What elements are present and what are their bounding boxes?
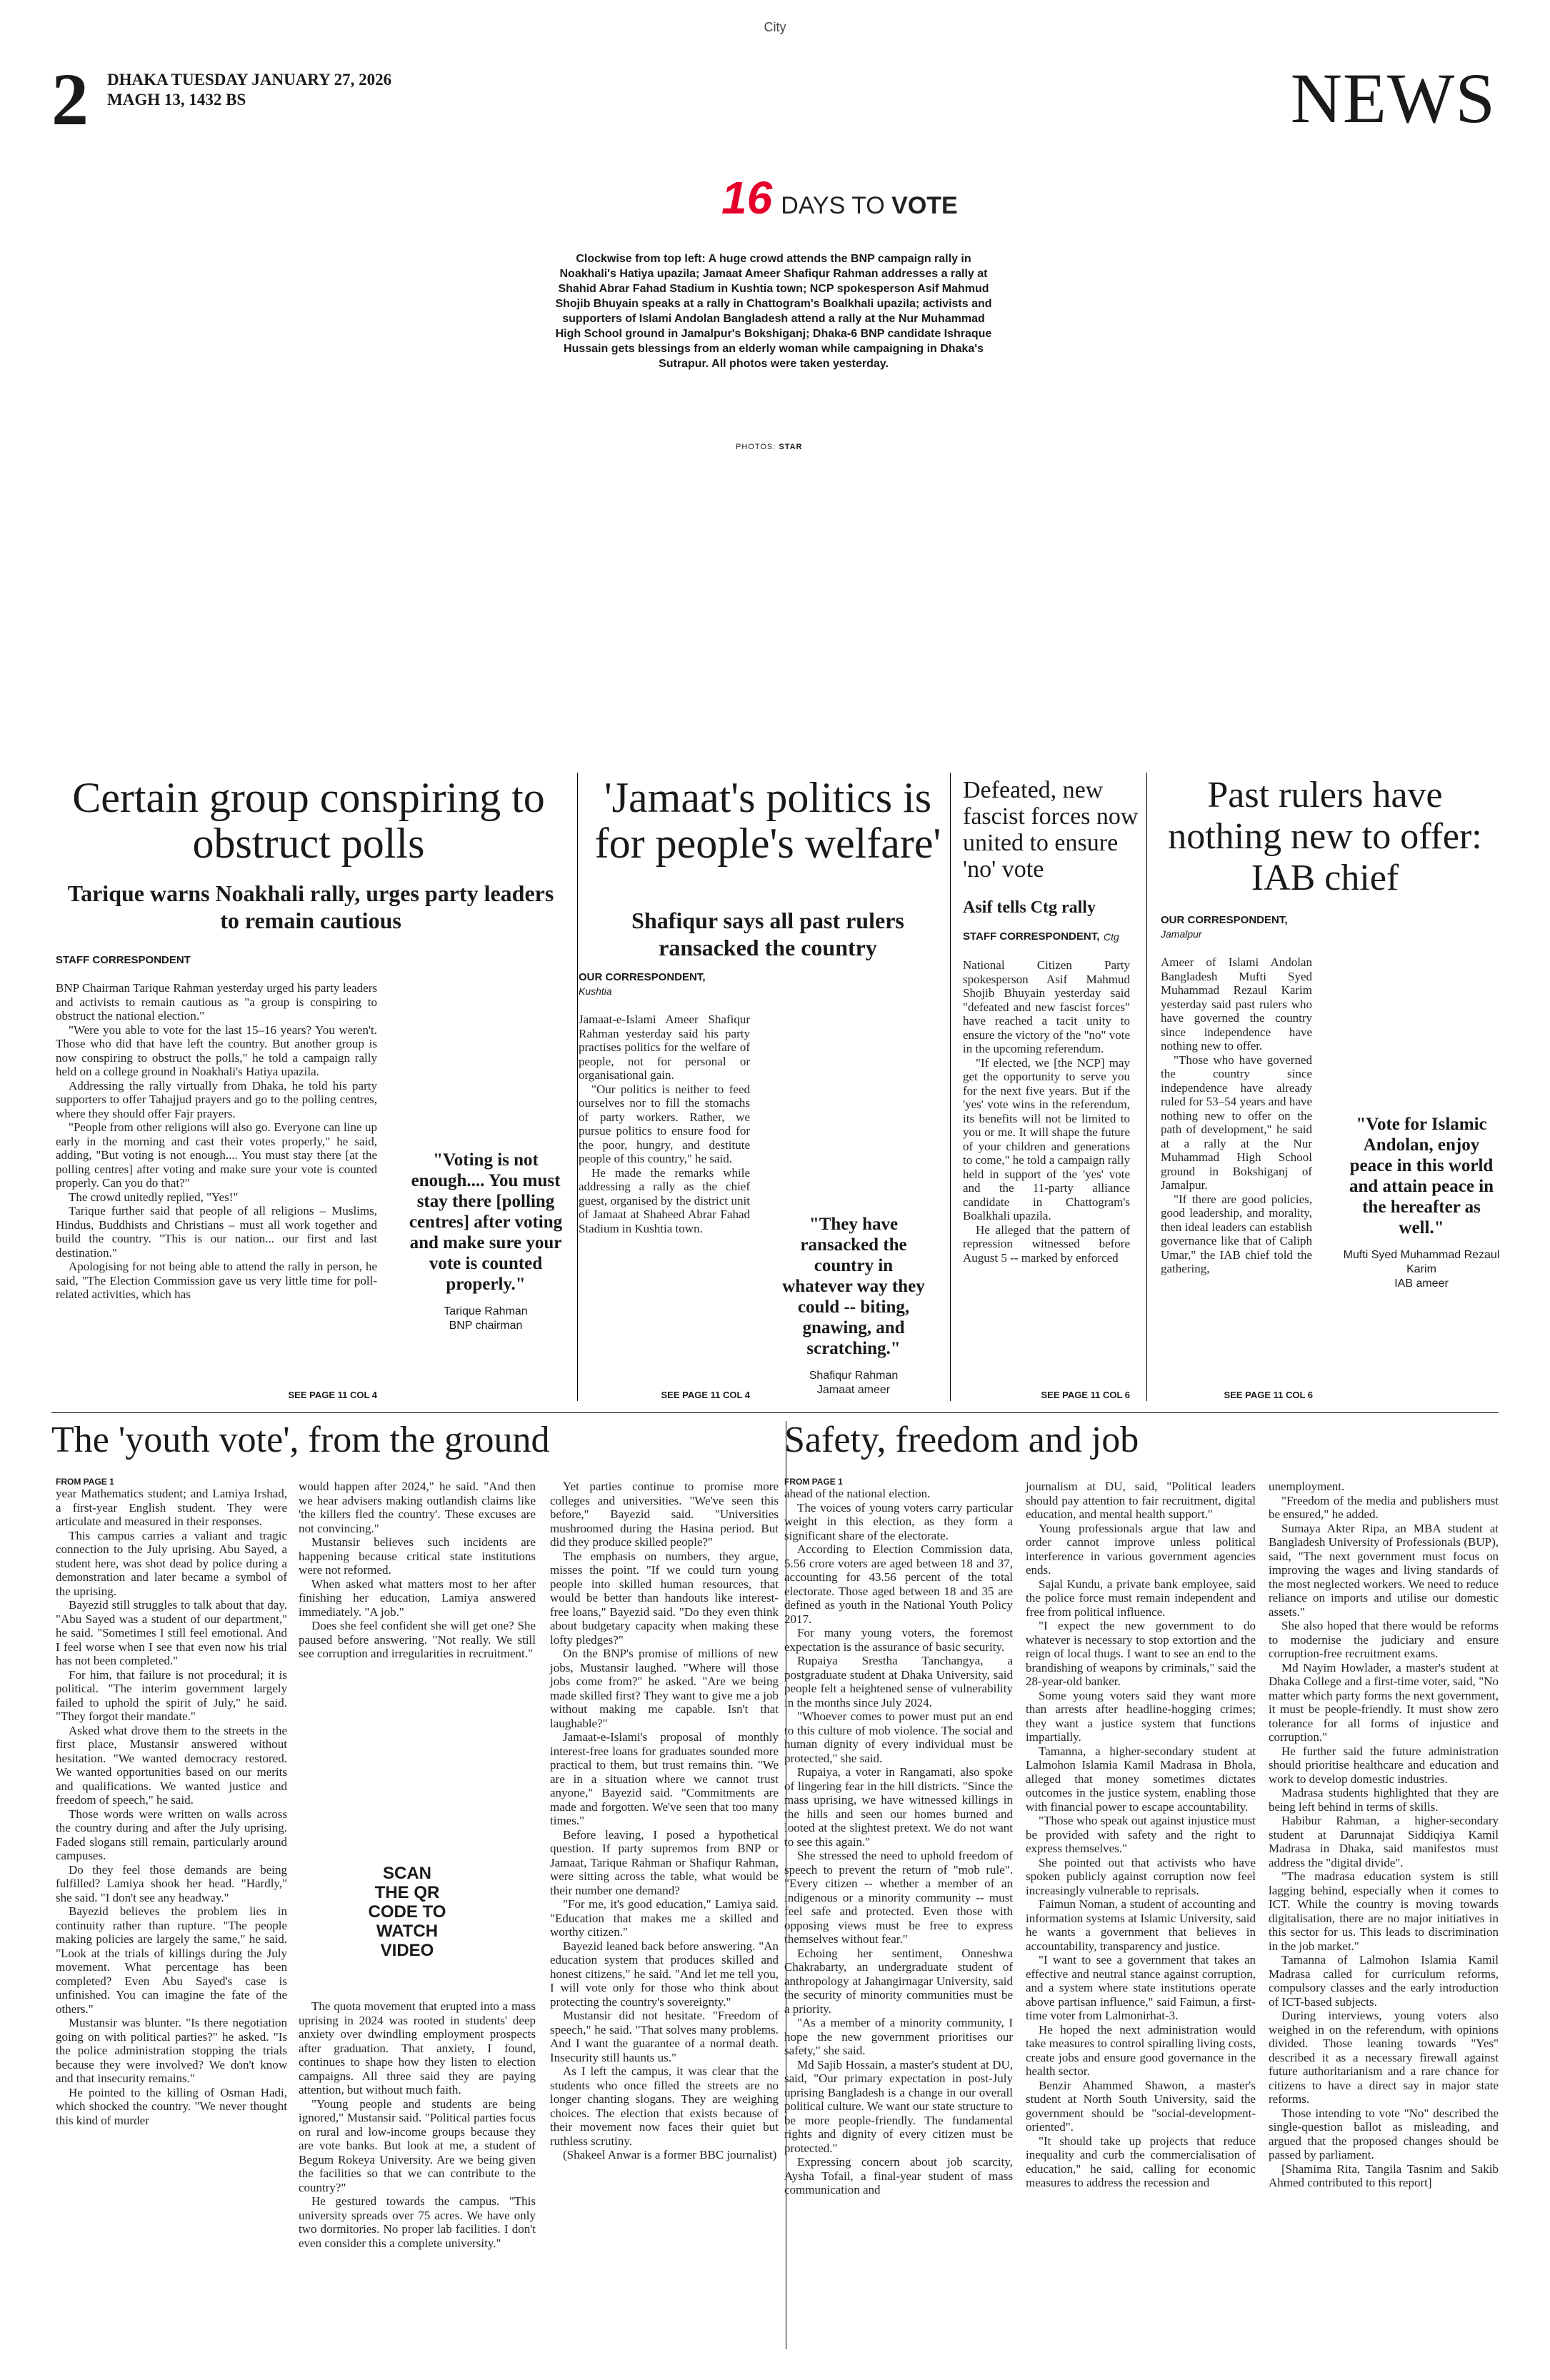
section-divider xyxy=(51,1412,1499,1413)
story1-pullquote xyxy=(407,1150,564,1333)
paragraph: "Were you able to vote for the last 15–16 years? You weren't. Those who did that have left the country. But another group is now conspiring to obstruct the polls," he told a campaign rally held on a college ground in Noakhali's Hatiya upazila. xyxy=(56,1023,377,1078)
pullquote-attribution xyxy=(1343,1248,1500,1291)
paragraph: During interviews, young voters also weighed in on the referendum, with opinions divided. Those leaning towards "Yes" described it as a necessary firewall against future authoritarianism and a rare chance for citizens to have a direct say in major state reforms. xyxy=(1269,2009,1499,2106)
photo-credit-label: PHOTOS: xyxy=(736,443,776,451)
paragraph: Before leaving, I posed a hypothetical question. If party supremos from BNP or Jamaat, Tarique Rahman or Shafiqur Rahman, were sitting across the table, what would be their number one demand? xyxy=(550,1827,779,1897)
paragraph: He hoped the next administration would take measures to control spiralling living costs, create jobs and ensure good governance in the health sector. xyxy=(1026,2022,1256,2078)
story2-headline: 'Jamaat's politics is for people's welfare' xyxy=(594,774,941,867)
story4-location: Jamalpur xyxy=(1161,928,1202,940)
photo-caption: Clockwise from top left: A huge crowd attends the BNP campaign rally in Noakhali's Hatiya upazila; Jamaat Ameer Shafiqur Rahman addresses a rally at Shahid Abrar Fahad Stadium in Kushtia town; NCP spokesperson Asif Mahmud Shojib Bhuyain speaks at a rally in Chattogram's Boalkhali upazila; activists and supporters of Islami Andolan Bangladesh attend a rally at the Nur Muhammad High School ground in Jamalpur's Bokshiganj; Dhaka-6 BNP candidate Ishraque Hussain gets blessings from an elderly woman while campaigning in Dhaka's Sutrapur. All photos were taken yesterday. xyxy=(555,253,992,370)
pullquote-text: "They have ransacked the country in whatever way they could -- biting, gnawing, and scratching." xyxy=(782,1215,925,1358)
pullquote-text: "Voting is not enough.... You must stay there [polling centres] after voting and make sure your vote is counted properly." xyxy=(409,1150,563,1294)
paragraph: BNP Chairman Tarique Rahman yesterday urged his party leaders and activists to remain cautious as "a group is conspiring to obstruct the national election." xyxy=(56,981,377,1023)
paragraph: She stressed the need to uphold freedom of speech to prevent the return of "mob rule". "Every citizen -- whether a member of an indigenous or a minority community -- must feel safe and protected. Even those with opposing views must be free to express themselves without fear." xyxy=(784,1849,1013,1946)
paragraph: "Freedom of the media and publishers must be ensured," he added. xyxy=(1269,1493,1499,1521)
paragraph: Tamanna of Lalmohon Islamia Kamil Madrasa called for curriculum reforms, compulsory classes and the early introduction of ICT-based subjects. xyxy=(1269,1953,1499,2009)
pullquote-title: BNP chairman xyxy=(449,1320,523,1332)
paragraph: Rupaiya Srestha Tanchangya, a postgraduate student at Dhaka University, said people felt a heightened sense of vulnerability in the months since July 2024. xyxy=(784,1654,1013,1709)
paragraph: Young professionals argue that law and order cannot improve unless political interference in various government agencies ends. xyxy=(1026,1521,1256,1577)
paragraph: Apologising for not being able to attend the rally in person, he said, "The Election Commission gave us very little time for poll-related activities, which has xyxy=(56,1260,377,1301)
countdown-number: 16 xyxy=(721,172,773,224)
paragraph: Do they feel those demands are being fulfilled? Lamiya shook her head. "Hardly," she said. "I don't see any headway." xyxy=(56,1862,287,1904)
story5-column-1 xyxy=(56,1487,287,2358)
paragraph: Those words were written on walls across the country during and after the July uprising. Faded slogans still remain, particularly around campuses. xyxy=(56,1807,287,1862)
pullquote-text: "Vote for Islamic Andolan, enjoy peace in this world and attain peace in the hereafter as well." xyxy=(1349,1115,1494,1237)
paragraph: "As a member of a minority community, I hope the new government prioritises our safety," she said. xyxy=(784,2016,1013,2057)
story1-headline: Certain group conspiring to obstruct polls xyxy=(72,774,545,867)
paragraph: Mustansir believes such incidents are happening because critical state institutions were not reformed. xyxy=(299,1535,536,1577)
paragraph: Jamaat-e-Islami Ameer Shafiqur Rahman yesterday said his party practises politics for the welfare of people, not for personal or organisational gain. xyxy=(579,1013,750,1082)
photo-credit xyxy=(736,443,803,451)
countdown-label-light: DAYS TO xyxy=(781,192,885,219)
dateline xyxy=(107,70,391,110)
story5-column-2-top xyxy=(299,1480,536,1660)
story3-headline: Defeated, new fascist forces now united to ensure 'no' vote xyxy=(963,777,1139,883)
paragraph: He made the remarks while addressing a rally as the chief guest, organised by the district unit of Jamaat at Shaheed Abrar Fahad Stadium in Kushtia town. xyxy=(579,1165,750,1235)
paragraph: "If elected, we [the NCP] may get the opportunity to serve you for the next five years. But if the 'yes' vote wins in the referendum, its benefits will not be limited to you or me. It will shape the future of your children and generations to come," he told a campaign rally held in support of the 'yes' vote and the 11-party alliance candidate in Chattogram's Boalkhali upazila. xyxy=(963,1055,1130,1222)
story6-column-1 xyxy=(784,1487,1013,2358)
paragraph: As I left the campus, it was clear that the students who once filled the streets are no longer chanting slogans. They are weighing choices. The election that exists because of their movement now faces their quiet but ruthless scrutiny. xyxy=(550,2064,779,2148)
paragraph: For many young voters, the foremost expectation is the assurance of basic security. xyxy=(784,1626,1013,1654)
story4-pullquote xyxy=(1343,1114,1500,1291)
story3-see-page: SEE PAGE 11 COL 6 xyxy=(1041,1390,1130,1400)
paragraph: "If there are good policies, good leadership, and morality, then ideal leaders can establish governance like that of Caliph Umar," the IAB chief told the gathering, xyxy=(1161,1192,1312,1275)
story1-subhead: Tarique warns Noakhali rally, urges party leaders to remain cautious xyxy=(67,880,554,933)
story1-body xyxy=(56,981,377,1352)
page-number: 2 xyxy=(51,59,89,141)
column-divider xyxy=(577,773,578,1401)
story4-see-page: SEE PAGE 11 COL 6 xyxy=(1224,1390,1313,1400)
pullquote-name: Mufti Syed Muhammad Rezaul Karim xyxy=(1343,1249,1500,1275)
paragraph: unemployment. xyxy=(1269,1480,1345,1493)
paragraph: Bayezid leaned back before answering. "An education system that produces skilled and honest citizens," he said. "And let me tell you, I will vote only for those who think about protecting the country's sovereignty." xyxy=(550,1939,779,2009)
paragraph: Md Sajib Hossain, a master's student at DU, said, "Our primary expectation in post-July uprising Bangladesh is a change in our overall political culture. We want our state structure to be more people-friendly. The fundamental rights and dignity of every citizen must be protected." xyxy=(784,2057,1013,2155)
paragraph: Addressing the rally virtually from Dhaka, he told his party supporters to offer Tahajjud prayers and go to the polling centres, where they should offer Fajr prayers. xyxy=(56,1078,377,1120)
paragraph: "For me, it's good education," Lamiya said. "Education that makes me a skilled and worthy citizen." xyxy=(550,1897,779,1939)
story6-column-3 xyxy=(1269,1480,1499,2358)
paragraph: For him, that failure is not procedural; it is political. "The interim government largely failed to uphold the spirit of July," he said. "They forgot their mandate." xyxy=(56,1667,287,1723)
paragraph: The voices of young voters carry particular weight in this election, as they form a significant share of the electorate. xyxy=(784,1500,1013,1542)
section-title: NEWS xyxy=(1290,59,1496,138)
paragraph: Mustansir did not hesitate. "Freedom of speech," he said. "That solves many problems. And I want the guarantee of a normal death. Insecurity still haunts us." xyxy=(550,2009,779,2064)
paragraph: Expressing concern about job scarcity, Aysha Tofail, a final-year student of mass communication and xyxy=(784,2155,1013,2196)
paragraph: According to Election Commission data, 5.56 crore voters are aged between 18 and 37, accounting for 43.56 percent of the total electorate. Those aged between 18 and 35 are defined as youth in the National Youth Policy 2017. xyxy=(784,1542,1013,1626)
paragraph: Mustansir was blunter. "Is there negotiation going on with political parties?" he asked. "Is the police administration stopping the trials because they were involved? We don't know and that insecurity remains." xyxy=(56,2016,287,2085)
paragraph: Ameer of Islami Andolan Bangladesh Mufti Syed Muhammad Rezaul Karim yesterday said past rulers who have governed the country since independence have nothing new to offer. xyxy=(1161,955,1312,1053)
story3-subhead: Asif tells Ctg rally xyxy=(963,898,1096,917)
story5-from-page: FROM PAGE 1 xyxy=(56,1477,114,1487)
pullquote-name: Shafiqur Rahman xyxy=(809,1370,899,1382)
paragraph: Some young voters said they want more than arrests after headline-hogging crimes; they want a justice system that functions impartially. xyxy=(1026,1688,1256,1744)
paragraph: "Young people and students are being ignored," Mustansir said. "Political parties focus on rural and low-income groups because they are vote banks. But look at me, a student of Begum Rokeya University. Are we being given the facilities so that we can contribute to the country?" xyxy=(299,2097,536,2194)
pullquote-title: IAB ameer xyxy=(1394,1277,1449,1290)
paragraph: Md Nayim Howlader, a master's student at Dhaka College and a first-time voter, said, "No matter which party forms the next government, it must be people-friendly. It must show zero tolerance for all forms of injustice and corruption." xyxy=(1269,1660,1499,1744)
paragraph: He gestured towards the campus. "This university spreads over 75 acres. We have only two dormitories. No proper lab facilities. I don't even consider this a complete university." xyxy=(299,2194,536,2250)
paragraph: "It should take up projects that reduce inequality and curb the commercialisation of education," he said, calling for economic measures to address the recession and xyxy=(1026,2134,1256,2189)
paragraph: "Whoever comes to power must put an end to this culture of mob violence. The social and human dignity of every individual must be protected," she said. xyxy=(784,1709,1013,1765)
paragraph: He further said the future administration should prioritise healthcare and education and work to develop domestic industries. xyxy=(1269,1744,1499,1786)
date-line-gregorian: DHAKA TUESDAY JANUARY 27, 2026 xyxy=(107,71,392,89)
story5-headline: The 'youth vote', from the ground xyxy=(51,1420,550,1460)
story2-byline: OUR CORRESPONDENT, xyxy=(579,971,706,983)
story3-byline: STAFF CORRESPONDENT, xyxy=(963,930,1100,943)
pullquote-title: Jamaat ameer xyxy=(816,1384,891,1396)
story4-body xyxy=(1161,955,1312,1384)
paragraph: "The madrasa education system is still lagging behind, especially when it comes to ICT. While the country is moving towards digitalisation, there are no major initiatives in this sector for us. This leads to discrimination in the job market." xyxy=(1269,1869,1499,1953)
paragraph: "Those who have governed the country since independence have already ruled for 53–54 years and have nothing new to offer on the path of development," he said at a rally at the Nur Muhammad High School ground in Bokshiganj of Jamalpur. xyxy=(1161,1053,1312,1192)
paragraph: ahead of the national election. xyxy=(784,1487,931,1500)
paragraph: Faimun Noman, a student of accounting and information systems at Islamic University, said he wants a government that believes in accountability, transparency and justice. xyxy=(1026,1897,1256,1953)
paragraph: would happen after 2024," he said. "And then we hear advisers making outlandish claims like 'the killers fled the country'. These excuses are not convincing." xyxy=(299,1480,536,1535)
paragraph: The quota movement that erupted into a mass uprising in 2024 was rooted in students' deep anxiety over dwindling employment prospects after graduation. That anxiety, I found, continues to shape how they listen to election campaigns. All three said they are paying attention, but without much faith. xyxy=(299,1999,536,2097)
paragraph: She also hoped that there would be reforms to modernise the judiciary and ensure corruption-free recruitment exams. xyxy=(1269,1619,1499,1660)
paragraph: Sajal Kundu, a private bank employee, said the police force must remain independent and free from political influence. xyxy=(1026,1577,1256,1619)
pullquote-attribution xyxy=(407,1305,564,1333)
countdown-label-bold: VOTE xyxy=(891,192,958,219)
story6-column-2 xyxy=(1026,1480,1256,2358)
story2-body xyxy=(579,1013,750,1384)
paragraph: "Our politics is neither to feed ourselves nor to fill the stomachs of party workers. Rather, we pursue politics to ensure food for the poor, hungry, and destitute people of this country," he said. xyxy=(579,1082,750,1165)
paragraph: Madrasa students highlighted that they are being left behind in terms of skills. xyxy=(1269,1786,1499,1814)
paragraph: "I want to see a government that takes an effective and neutral stance against corruption, and a system where state institutions operate above partisan influence," said Faimun, a first-time voter from Lalmonirhat-3. xyxy=(1026,1953,1256,2022)
paragraph: National Citizen Party spokesperson Asif Mahmud Shojib Bhuyain yesterday said "defeated and new fascist forces" have reached a tacit unity to ensure the victory of the "no" vote in the upcoming referendum. xyxy=(963,958,1130,1055)
paragraph: The emphasis on numbers, they argue, misses the point. "If we could turn young people into skilled human resources, that would be better than handouts like interest-free loans," Bayezid said. "Do they even think about budgetary capacity when making these lofty pledges?" xyxy=(550,1549,779,1647)
paragraph: Echoing her sentiment, Onneshwa Chakrabarty, an undergraduate student of anthropology at Jahangirnagar University, said the security of minority communities must be a priority. xyxy=(784,1946,1013,2016)
story3-location: Ctg xyxy=(1104,931,1119,943)
paragraph: "People from other religions will also go. Everyone can line up early in the morning and cast their votes properly," he said, adding, "But voting is not enough.... You must stay there [at the polling centres] after voting and make sure your vote is counted properly. Can you do that?" xyxy=(56,1120,377,1190)
pullquote-attribution xyxy=(779,1369,929,1397)
paragraph: "I expect the new government to do whatever is necessary to stop extortion and the reign of local thugs. I want to see an end to the brandishing of weapons by criminals," said the 28-year-old banker. xyxy=(1026,1619,1256,1688)
paragraph: Rupaiya, a voter in Rangamati, also spoke of lingering fear in the hill districts. "Since the mass uprising, we have witnessed killings in the hills and seen our homes burned and looted at the slightest pretext. We do not want to see this again." xyxy=(784,1765,1013,1849)
story6-headline: Safety, freedom and job xyxy=(784,1420,1139,1460)
story1-see-page: SEE PAGE 11 COL 4 xyxy=(288,1390,377,1400)
section-tag: City xyxy=(764,20,786,34)
story2-pullquote xyxy=(779,1214,929,1397)
video-qr-block[interactable] xyxy=(300,1864,514,1971)
paragraph: Tarique further said that people of all religions – Muslims, Hindus, Buddhists and Christians – must all work together and build the country. "This is our nation... our first and last destination." xyxy=(56,1204,377,1260)
countdown-label xyxy=(781,192,958,220)
paragraph: This campus carries a valiant and tragic connection to the July uprising. Abu Sayed, a student here, was shot dead by police during a demonstration and later became a symbol of the uprising. xyxy=(56,1528,287,1598)
story4-byline: OUR CORRESPONDENT, xyxy=(1161,914,1288,926)
story3-body xyxy=(963,958,1130,1384)
column-divider xyxy=(950,773,951,1401)
paragraph: Jamaat-e-Islami's proposal of monthly interest-free loans for graduates sounded more practical to them, but trust remains thin. "We are in a situation where we cannot trust anyone," Bayezid said. "Commitments are made and forgotten. We've seen that too many times." xyxy=(550,1730,779,1827)
paragraph: Does she feel confident she will get one? She paused before answering. "Not really. We still see corruption and irregularities in recruitment." xyxy=(299,1619,536,1660)
story6-from-page: FROM PAGE 1 xyxy=(784,1477,843,1487)
date-line-bangla: MAGH 13, 1432 BS xyxy=(107,91,246,109)
paragraph: She pointed out that activists who have spoken publicly against corruption now feel increasingly vulnerable to reprisals. xyxy=(1026,1855,1256,1897)
paragraph: journalism at DU, said, "Political leaders should pay attention to fair recruitment, digital education, and mental health support." xyxy=(1026,1480,1256,1521)
paragraph: Yet parties continue to promise more colleges and universities. "We've seen this before," Bayezid said. "Universities mushroomed during the Hasina period. But did they produce skilled people?" xyxy=(550,1480,779,1549)
paragraph: When asked what matters most to her after finishing her education, Lamiya answered immediately. "A job." xyxy=(299,1577,536,1619)
paragraph: He alleged that the pattern of repression witnessed before August 5 -- marked by enforced xyxy=(963,1222,1130,1265)
paragraph: He pointed to the killing of Osman Hadi, which shocked the country. "We never thought this kind of murder xyxy=(56,2085,287,2127)
paragraph: Benzir Ahammed Shawon, a master's student at North South University, said the government should be "social-development-oriented". xyxy=(1026,2078,1256,2134)
qr-label: SCAN THE QR CODE TO WATCH VIDEO xyxy=(368,1864,446,1960)
paragraph: (Shakeel Anwar is a former BBC journalist) xyxy=(563,2148,777,2161)
column-divider xyxy=(1146,773,1147,1401)
paragraph: The crowd unitedly replied, "Yes!" xyxy=(69,1190,239,1204)
paragraph: Those intending to vote "No" described the single-question ballot as misleading, and argued that the proposed changes should be passed by parliament. xyxy=(1269,2106,1499,2161)
story4-headline: Past rulers have nothing new to offer: IAB chief xyxy=(1168,775,1482,898)
paragraph: [Shamima Rita, Tangila Tasnim and Sakib Ahmed contributed to this report] xyxy=(1269,2161,1499,2189)
election-countdown xyxy=(721,171,958,224)
pullquote-name: Tarique Rahman xyxy=(444,1305,528,1317)
paragraph: Habibur Rahman, a higher-secondary student at Darunnajat Siddiqiya Kamil Madrasa in Dhaka, said manifestos must address the "digital divide". xyxy=(1269,1814,1499,1869)
story5-column-3 xyxy=(550,1480,779,2358)
paragraph: On the BNP's promise of millions of new jobs, Mustansir laughed. "Where will those jobs come from?" he asked. "Are we being made skilled first? They want to give me a job without making me capable. Isn't that laughable?" xyxy=(550,1647,779,1730)
paragraph: Bayezid believes the problem lies in continuity rather than rupture. "The people making policies are largely the same," he said. "Look at the trials of killings during the July movement. What percentage has been completed? Even Abu Sayed's case is unfinished. You can imagine the fate of the others." xyxy=(56,1904,287,2016)
story2-see-page: SEE PAGE 11 COL 4 xyxy=(661,1390,750,1400)
paragraph: year Mathematics student; and Lamiya Irshad, a first-year English student. They were articulate and measured in their responses. xyxy=(56,1487,287,1528)
photo-credit-source: STAR xyxy=(779,443,803,451)
story1-byline: STAFF CORRESPONDENT xyxy=(56,954,191,966)
story5-column-2-bottom xyxy=(299,1999,536,2356)
paragraph: Sumaya Akter Ripa, an MBA student at Bangladesh University of Professionals (BUP), said, "The next government must focus on improving the wages and living standards of the most neglected workers. We need to reduce reliance on imports and utilise our domestic assets." xyxy=(1269,1521,1499,1619)
story2-location: Kushtia xyxy=(579,985,612,997)
paragraph: "Those who speak out against injustice must be provided with safety and the right to express themselves." xyxy=(1026,1814,1256,1855)
paragraph: Tamanna, a higher-secondary student at Lalmohon Islamia Kamil Madrasa in Bhola, alleged that money sometimes dictates outcomes in the justice system, enabling those with financial power to escape accountability. xyxy=(1026,1744,1256,1814)
story2-subhead: Shafiqur says all past rulers ransacked the country xyxy=(631,908,904,960)
paragraph: Asked what drove them to the streets in the first place, Mustansir answered without hesitation. "We wanted democracy restored. We wanted opportunities based on our merits and qualifications. We wanted justice and freedom of speech," he said. xyxy=(56,1723,287,1807)
paragraph: Bayezid still struggles to talk about that day. "Abu Sayed was a student of our department," he said. "Sometimes I still feel emotional. And I feel worse when I see that even now his trial has not been completed." xyxy=(56,1598,287,1667)
